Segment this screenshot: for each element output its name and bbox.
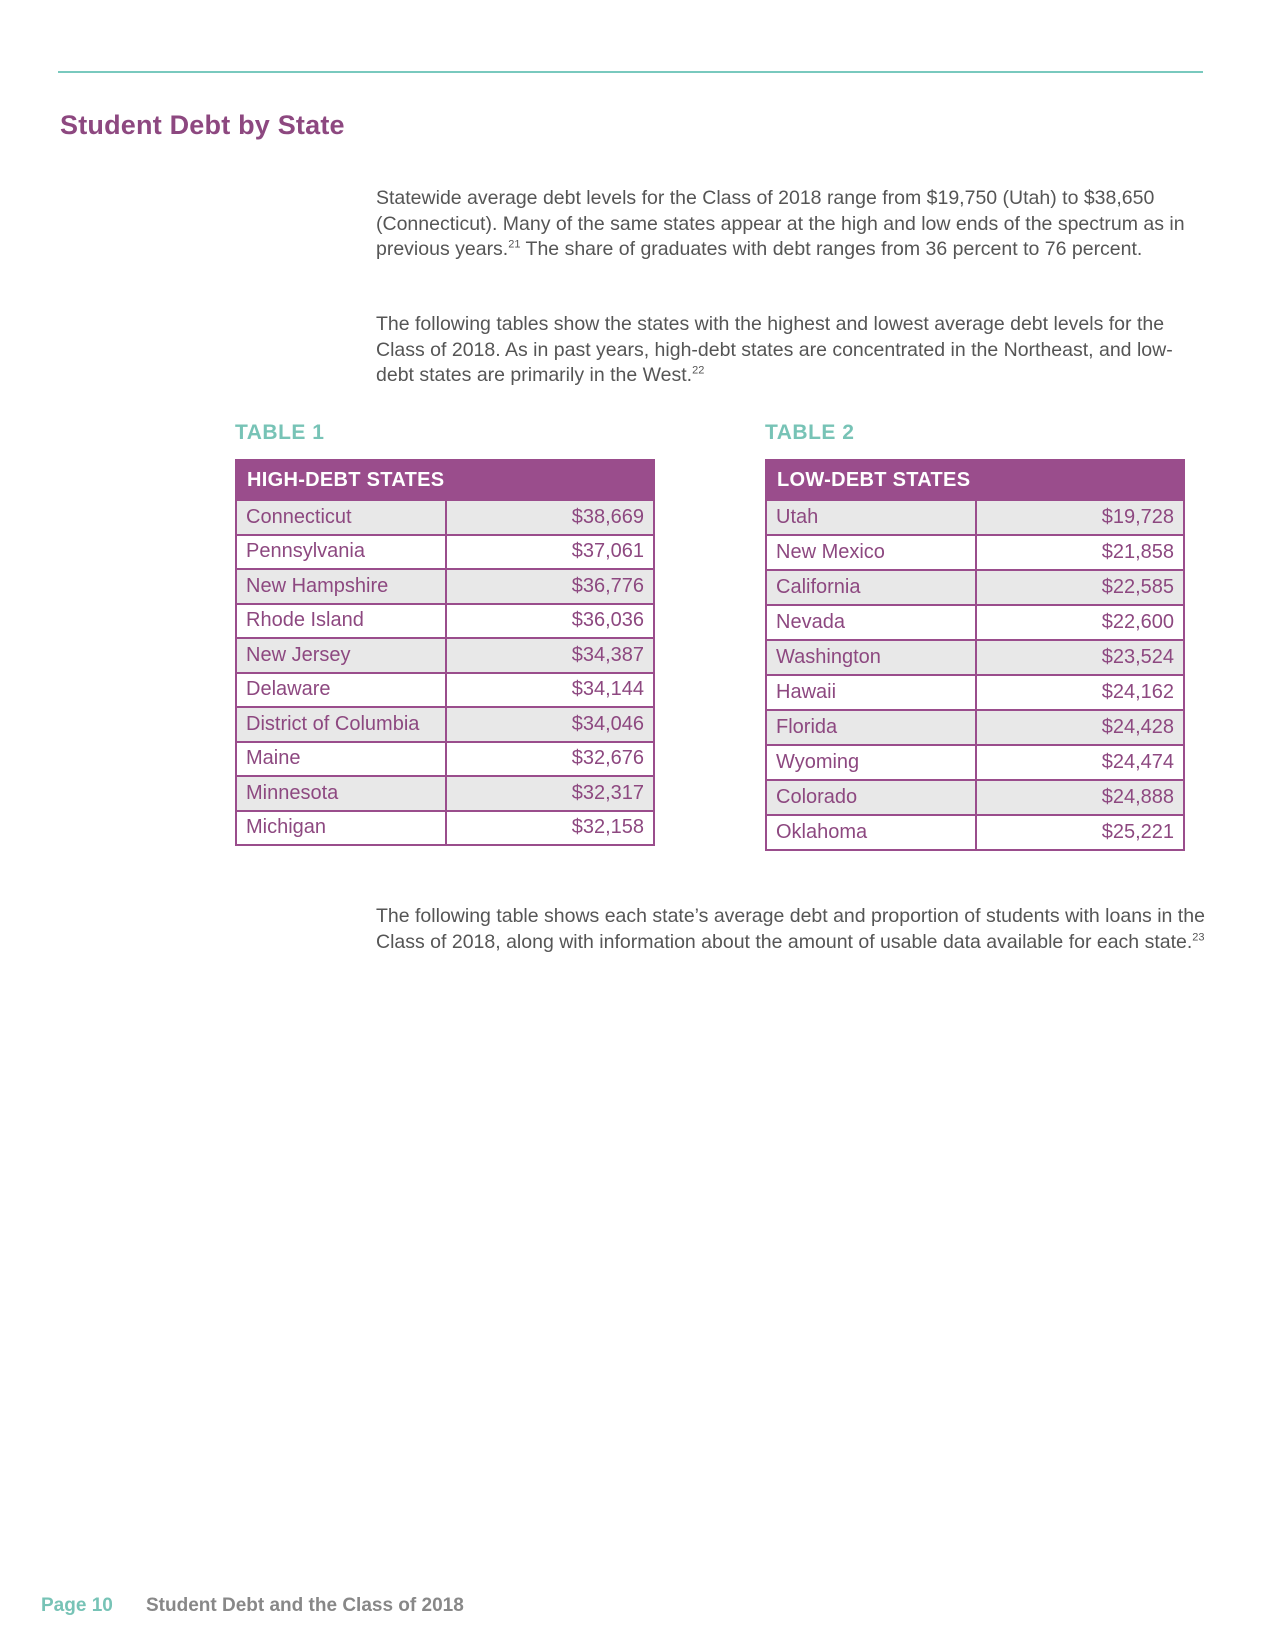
state-name: Hawaii [766, 675, 976, 710]
state-name: New Jersey [236, 638, 446, 673]
state-name: Utah [766, 500, 976, 535]
average-debt: $24,162 [976, 675, 1184, 710]
state-name: New Mexico [766, 535, 976, 570]
table-row [766, 570, 1184, 605]
state-name: Rhode Island [236, 604, 446, 639]
average-debt: $36,776 [446, 569, 654, 604]
low-debt-table [765, 459, 1185, 851]
low-debt-header: LOW-DEBT STATES [766, 460, 1184, 500]
table-row [236, 604, 654, 639]
table-row [236, 673, 654, 708]
table-row [236, 776, 654, 811]
average-debt: $34,046 [446, 707, 654, 742]
table-1-label: TABLE 1 [235, 421, 325, 444]
intro-tail: The share of graduates with debt ranges from 36 percent to 76 percent. [520, 238, 1143, 260]
state-name: Minnesota [236, 776, 446, 811]
table-row [236, 535, 654, 570]
footer-title: Student Debt and the Class of 2018 [146, 1595, 464, 1616]
average-debt: $37,061 [446, 535, 654, 570]
table-row [236, 638, 654, 673]
table-2-label: TABLE 2 [765, 421, 855, 444]
average-debt: $24,428 [976, 710, 1184, 745]
state-name: Michigan [236, 811, 446, 846]
average-debt: $22,585 [976, 570, 1184, 605]
table-row [236, 569, 654, 604]
average-debt: $23,524 [976, 640, 1184, 675]
footnote-ref-21[interactable]: 21 [508, 238, 521, 251]
page-number: Page 10 [41, 1595, 113, 1616]
tables-intro-text: The following tables show the states with the highest and lowest average debt levels for the Class of 2018. As in past years, high-debt states are concentrated in the Northeast, and low-debt states are primarily in the West. [376, 313, 1173, 386]
state-name: Nevada [766, 605, 976, 640]
state-name: District of Columbia [236, 707, 446, 742]
table-row [766, 535, 1184, 570]
state-table-intro-paragraph [376, 904, 1206, 955]
tables-intro-paragraph [376, 312, 1206, 389]
average-debt: $24,888 [976, 780, 1184, 815]
table-row [236, 742, 654, 777]
table-row [766, 815, 1184, 850]
average-debt: $25,221 [976, 815, 1184, 850]
state-name: Oklahoma [766, 815, 976, 850]
state-name: California [766, 570, 976, 605]
state-name: New Hampshire [236, 569, 446, 604]
footnote-ref-22[interactable]: 22 [692, 364, 705, 377]
state-name: Pennsylvania [236, 535, 446, 570]
table-row [766, 780, 1184, 815]
average-debt: $38,669 [446, 500, 654, 535]
average-debt: $22,600 [976, 605, 1184, 640]
state-name: Colorado [766, 780, 976, 815]
average-debt: $34,387 [446, 638, 654, 673]
average-debt: $21,858 [976, 535, 1184, 570]
average-debt: $32,158 [446, 811, 654, 846]
average-debt: $36,036 [446, 604, 654, 639]
table-row [766, 675, 1184, 710]
state-name: Maine [236, 742, 446, 777]
state-name: Wyoming [766, 745, 976, 780]
state-name: Florida [766, 710, 976, 745]
state-name: Delaware [236, 673, 446, 708]
table-row [236, 811, 654, 846]
average-debt: $32,317 [446, 776, 654, 811]
intro-text: Statewide average debt levels for the Class of 2018 range from $19,750 (Utah) to $38,650 (Connecticut). Many of the same states appear at the high and low ends of the spectrum as in previous years. [376, 187, 1185, 260]
state-name: Connecticut [236, 500, 446, 535]
average-debt: $32,676 [446, 742, 654, 777]
state-name: Washington [766, 640, 976, 675]
state-table-intro-text: The following table shows each state’s average debt and proportion of students with loans in the Class of 2018, along with information about the amount of usable data available for each state. [376, 905, 1205, 953]
average-debt: $24,474 [976, 745, 1184, 780]
page-title: Student Debt by State [60, 110, 345, 140]
high-debt-table [235, 459, 655, 846]
average-debt: $19,728 [976, 500, 1184, 535]
table-row [236, 500, 654, 535]
table-row [766, 500, 1184, 535]
average-debt: $34,144 [446, 673, 654, 708]
high-debt-header: HIGH-DEBT STATES [236, 460, 654, 500]
table-row [236, 707, 654, 742]
table-row [766, 640, 1184, 675]
table-2-block [765, 420, 1185, 851]
table-row [766, 745, 1184, 780]
intro-paragraph [376, 186, 1206, 263]
table-1-block [235, 420, 655, 846]
table-row [766, 605, 1184, 640]
footnote-ref-23[interactable]: 23 [1192, 931, 1205, 943]
table-row [766, 710, 1184, 745]
top-rule [58, 71, 1203, 73]
